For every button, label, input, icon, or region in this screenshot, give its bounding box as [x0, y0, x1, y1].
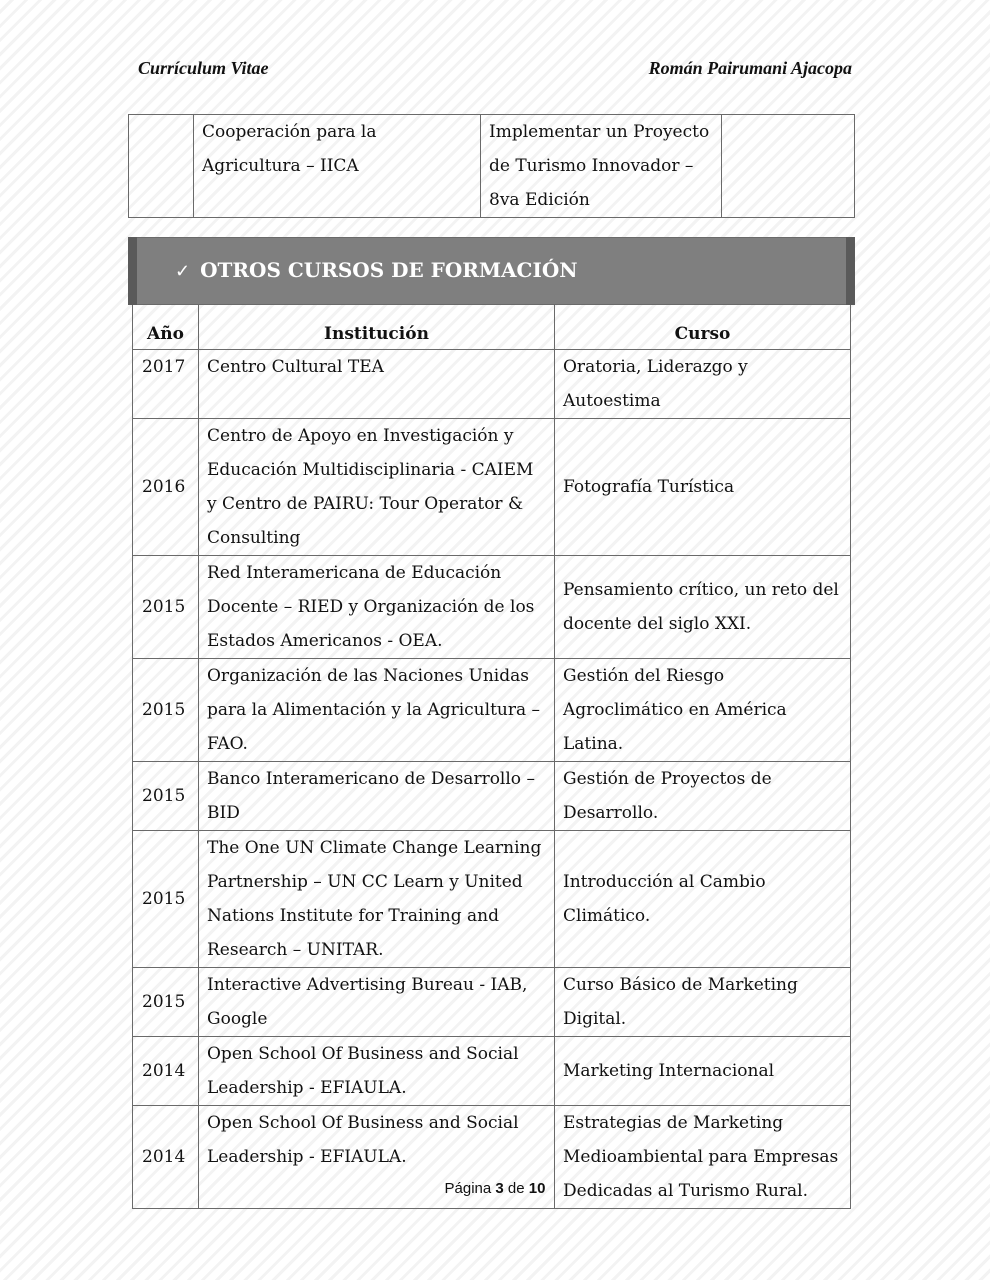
year-cell: 2014 — [133, 1106, 199, 1209]
course-cell: Pensamiento crítico, un reto del docente del siglo XXI. — [555, 556, 851, 659]
year-cell: 2015 — [133, 968, 199, 1037]
table-row — [133, 1037, 851, 1106]
header-title: Currículum Vitae — [138, 58, 269, 78]
institution-cell: Organización de las Naciones Unidas para la Alimentación y la Agricultura – FAO. — [199, 659, 555, 762]
section-title: OTROS CURSOS DE FORMACIÓN — [200, 258, 578, 282]
table-row — [133, 556, 851, 659]
institution-cell: Interactive Advertising Bureau - IAB, Google — [199, 968, 555, 1037]
course-cell: Gestión de Proyectos de Desarrollo. — [555, 762, 851, 831]
year-cell: 2015 — [133, 556, 199, 659]
institution-cell: Centro Cultural TEA — [199, 350, 555, 419]
course-cell: Introducción al Cambio Climático. — [555, 831, 851, 968]
institution-cell: Red Interamericana de Educación Docente – RIED y Organización de los Estados Americanos - OEA. — [199, 556, 555, 659]
page-total: 10 — [528, 1180, 546, 1197]
table-row — [133, 762, 851, 831]
course-cell: Oratoria, Liderazgo y Autoestima — [555, 350, 851, 419]
footer-prefix: Página — [444, 1180, 492, 1197]
table-row — [133, 419, 851, 556]
checkmark-icon: ✓ — [175, 261, 191, 282]
table-row — [133, 350, 851, 419]
column-header-year: Año — [133, 305, 199, 350]
course-cell: Gestión del Riesgo Agroclimático en América Latina. — [555, 659, 851, 762]
year-cell: 2015 — [133, 762, 199, 831]
table-row — [133, 831, 851, 968]
table-row — [133, 659, 851, 762]
page-number: 3 — [495, 1180, 504, 1197]
year-cell: 2014 — [133, 1037, 199, 1106]
continued-table — [128, 114, 855, 218]
section-heading — [133, 238, 851, 305]
page-footer — [0, 1180, 990, 1197]
institution-cell: The One UN Climate Change Learning Partnership – UN CC Learn y United Nations Institute for Training and Research – UNITAR. — [199, 831, 555, 968]
table-row — [133, 968, 851, 1037]
institution-cell: Cooperación para la Agricultura – IICA — [194, 115, 481, 218]
footer-middle: de — [507, 1180, 525, 1197]
course-cell: Curso Básico de Marketing Digital. — [555, 968, 851, 1037]
year-cell — [129, 115, 194, 218]
year-cell: 2016 — [133, 419, 199, 556]
course-cell: Implementar un Proyecto de Turismo Innovador – 8va Edición — [481, 115, 722, 218]
institution-cell: Banco Interamericano de Desarrollo – BID — [199, 762, 555, 831]
column-header-institution: Institución — [199, 305, 555, 350]
course-cell: Estrategias de Marketing Medioambiental para Empresas Dedicadas al Turismo Rural. — [555, 1106, 851, 1209]
year-cell: 2015 — [133, 831, 199, 968]
courses-body — [133, 350, 851, 1209]
course-cell: Marketing Internacional — [555, 1037, 851, 1106]
table-row — [129, 115, 855, 218]
table-header-row — [133, 305, 851, 350]
courses-table — [128, 237, 855, 1209]
institution-cell: Open School Of Business and Social Leadership - EFIAULA. — [199, 1037, 555, 1106]
year-cell: 2015 — [133, 659, 199, 762]
year-cell: 2017 — [133, 350, 199, 419]
institution-cell: Open School Of Business and Social Leadership - EFIAULA. — [199, 1106, 555, 1209]
header-author: Román Pairumani Ajacopa — [648, 58, 852, 78]
institution-cell: Centro de Apoyo en Investigación y Educación Multidisciplinaria - CAIEM y Centro de PAIRU: Tour Operator & Consulting — [199, 419, 555, 556]
extra-cell — [722, 115, 855, 218]
course-cell: Fotografía Turística — [555, 419, 851, 556]
column-header-course: Curso — [555, 305, 851, 350]
